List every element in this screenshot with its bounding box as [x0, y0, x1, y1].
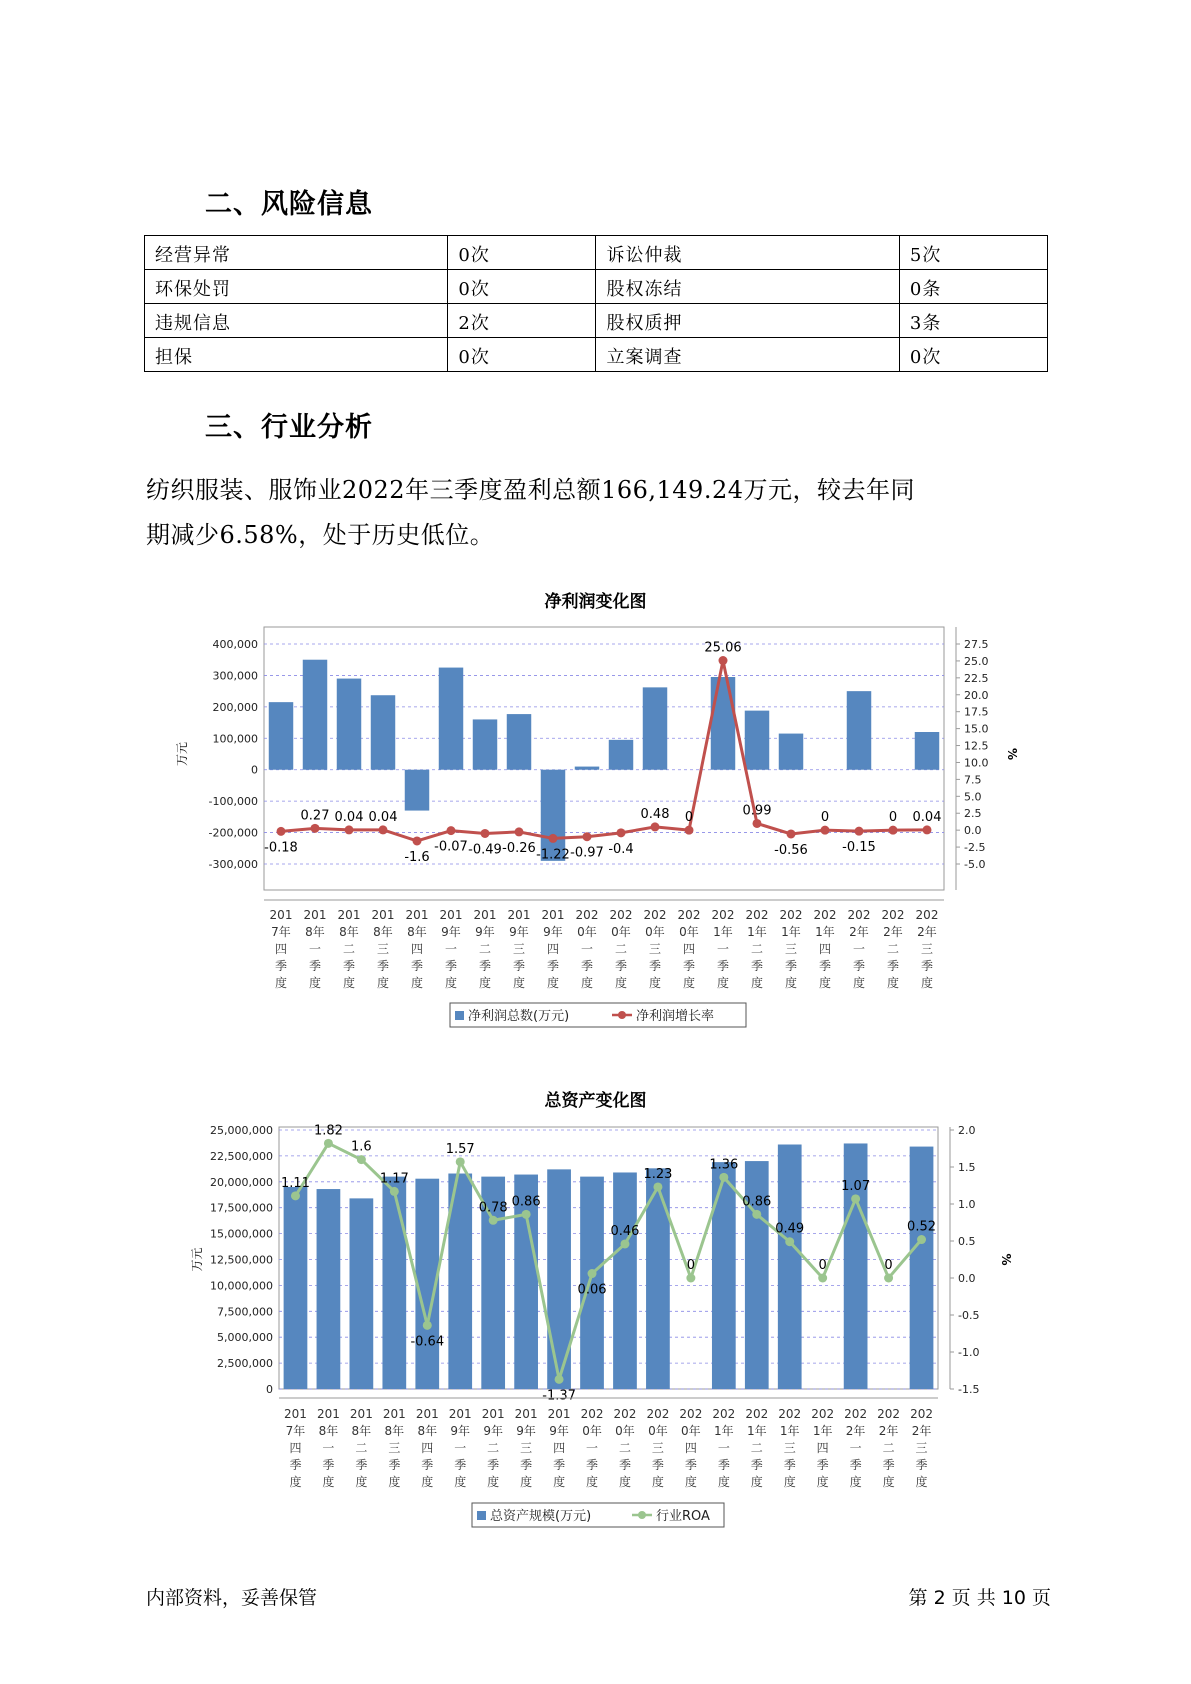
section-title-industry: 三、行业分析: [205, 412, 373, 443]
legend-bar-label: 总资产规模(万元): [490, 1509, 592, 1524]
data-label: 0.86: [511, 1194, 541, 1210]
x-tick-label: 202 2年三季度: [915, 908, 939, 990]
y-left-tick-label: 12,500,000: [210, 1253, 273, 1267]
risk-item-value: 0次: [448, 270, 596, 304]
x-tick-label: 202 0年一季度: [580, 1407, 604, 1489]
x-tick-label: 201 8年四季度: [415, 1407, 439, 1489]
chart-title-net-profit: 净利润变化图: [544, 592, 647, 612]
industry-paragraph-line2: 期减少6.58%，处于历史低位。: [146, 521, 495, 549]
data-label: 0.52: [907, 1219, 937, 1235]
data-label: 0.06: [577, 1282, 607, 1298]
x-tick-label: 202 2年一季度: [847, 908, 871, 990]
x-tick-label: 201 7年四季度: [269, 908, 293, 990]
bar-15: [778, 1145, 802, 1389]
x-tick-label: 201 9年三季度: [514, 1407, 538, 1489]
line-point-9: [588, 1269, 597, 1278]
chart-title-total-assets: 总资产变化图: [544, 1091, 647, 1111]
data-label: 0.27: [300, 808, 330, 824]
data-label: -1.22: [536, 847, 570, 863]
y-left-tick-label: 2,500,000: [217, 1357, 273, 1371]
line-point-4: [423, 1321, 432, 1330]
y-right-tick-label: 1.5: [958, 1161, 976, 1174]
data-label: 0.78: [478, 1200, 508, 1216]
line-point-12: [686, 1274, 695, 1283]
x-tick-label: 202 1年四季度: [811, 1407, 835, 1489]
line-point-1: [324, 1139, 333, 1148]
footer-confidential: 内部资料，妥善保管: [146, 1587, 318, 1609]
x-tick-label: 202 2年一季度: [844, 1407, 868, 1489]
x-tick-label: 202 1年一季度: [711, 908, 735, 990]
y-right-tick-label: -2.5: [964, 841, 986, 855]
x-tick-label: 201 8年三季度: [371, 908, 395, 990]
risk-item-value: 3条: [899, 304, 1047, 338]
y-left-tick-label: -300,000: [208, 858, 258, 871]
line-point-6: [489, 1216, 498, 1225]
x-tick-label: 201 9年三季度: [507, 908, 531, 990]
data-label: 0.99: [742, 803, 772, 819]
risk-item-label: 担保: [145, 338, 448, 372]
y-right-tick-label: 27.5: [964, 638, 989, 651]
data-label: -0.4: [608, 841, 634, 857]
risk-item-value: 5次: [899, 236, 1047, 270]
y-left-tick-label: 100,000: [212, 732, 258, 746]
bar-0: [284, 1187, 308, 1389]
data-label: -0.18: [264, 840, 298, 856]
risk-item-value: 0条: [899, 270, 1047, 304]
y-left-tick-label: 15,000,000: [210, 1227, 273, 1241]
data-label: 0.04: [912, 809, 942, 825]
y-left-tick-label: 22,500,000: [210, 1149, 273, 1163]
data-label: -0.15: [842, 840, 876, 856]
x-tick-label: 201 8年二季度: [349, 1407, 373, 1489]
y-right-tick-label: 0.0: [964, 824, 982, 838]
line-point-5: [456, 1157, 465, 1166]
y-right-tick-label: 2.0: [958, 1124, 976, 1137]
data-label: -0.64: [410, 1334, 445, 1350]
industry-paragraph-line1: 纺织服装、服饰业2022年三季度盈利总额166,149.24万元，较去年同: [146, 476, 915, 504]
x-tick-label: 202 1年三季度: [779, 908, 803, 990]
line-point-13: [719, 1173, 728, 1182]
line-point-15: [785, 1237, 794, 1246]
data-label: 1.07: [841, 1178, 871, 1194]
data-label: 0: [686, 1258, 696, 1273]
x-tick-label: 202 0年二季度: [613, 1407, 637, 1489]
x-tick-label: 201 9年四季度: [547, 1407, 571, 1489]
y-left-tick-label: -200,000: [208, 826, 258, 840]
y-right-tick-label: -1.0: [958, 1346, 980, 1359]
y-right-tick-label: 5.0: [964, 790, 982, 804]
data-label: -0.97: [570, 845, 604, 861]
bar-13: [712, 1162, 736, 1389]
y-left-axis-label: 万元: [190, 1247, 204, 1272]
data-label: 0.49: [775, 1221, 805, 1237]
line-point-8: [555, 1375, 564, 1384]
legend-line-marker: [638, 1511, 646, 1519]
y-left-tick-label: 20,000,000: [210, 1175, 273, 1189]
line-point-16: [818, 1274, 827, 1283]
y-right-tick-label: 0.5: [958, 1235, 976, 1248]
x-tick-label: 202 1年一季度: [712, 1407, 736, 1489]
risk-item-label: 诉讼仲裁: [596, 236, 899, 270]
x-tick-label: 202 0年三季度: [646, 1407, 670, 1489]
data-label: 0: [820, 810, 830, 826]
x-tick-label: 201 8年一季度: [316, 1407, 340, 1489]
y-right-tick-label: -0.5: [958, 1309, 980, 1322]
line-point-3: [390, 1187, 399, 1196]
bar-3: [382, 1177, 406, 1389]
data-label: 1.57: [445, 1141, 475, 1157]
y-left-tick-label: 25,000,000: [210, 1124, 273, 1137]
line-point-2: [357, 1155, 366, 1164]
x-tick-label: 202 2年三季度: [910, 1407, 933, 1489]
y-right-tick-label: -1.5: [958, 1383, 980, 1396]
legend-line-label: 净利润增长率: [636, 1009, 715, 1024]
x-tick-label: 202 1年二季度: [745, 908, 769, 990]
y-left-axis-label: 万元: [175, 741, 189, 767]
y-left-tick-label: 0: [251, 763, 258, 777]
y-right-tick-label: 2.5: [964, 807, 982, 821]
data-label: 0.86: [742, 1194, 772, 1210]
bar-2: [350, 1198, 374, 1389]
risk-item-label: 股权质押: [596, 304, 899, 338]
y-right-tick-label: 1.0: [958, 1198, 976, 1211]
y-left-tick-label: 5,000,000: [217, 1331, 273, 1345]
legend-line-label: 行业ROA: [656, 1509, 710, 1524]
x-tick-label: 202 1年三季度: [778, 1407, 802, 1489]
data-label: 25.06: [704, 640, 742, 656]
y-right-tick-label: 10.0: [964, 756, 989, 770]
y-left-tick-label: 0: [266, 1383, 273, 1396]
line-point-10: [620, 1239, 629, 1248]
y-left-tick-label: -100,000: [208, 795, 258, 809]
x-tick-label: 201 8年一季度: [303, 908, 327, 990]
y-right-tick-label: 22.5: [964, 671, 989, 685]
y-left-tick-label: 300,000: [212, 669, 258, 683]
y-left-tick-label: 7,500,000: [217, 1305, 273, 1319]
risk-item-value: 0次: [448, 236, 596, 270]
y-right-axis-label: %: [999, 1253, 1013, 1266]
x-tick-label: 201 9年二季度: [481, 1407, 505, 1489]
data-label: 1.11: [280, 1175, 310, 1191]
data-label: 0.48: [640, 806, 670, 822]
data-label: 0: [888, 810, 898, 826]
data-label: 0: [684, 810, 694, 826]
x-tick-label: 201 9年四季度: [541, 908, 565, 990]
line-point-7: [522, 1210, 531, 1219]
bar-10: [613, 1172, 637, 1389]
line-point-17: [851, 1194, 860, 1203]
x-tick-label: 201 8年二季度: [337, 908, 361, 990]
x-tick-label: 202 1年四季度: [813, 908, 837, 990]
y-right-tick-label: -5.0: [964, 858, 986, 871]
data-label: -0.49: [468, 842, 502, 858]
line-point-0: [291, 1191, 300, 1200]
bar-1: [317, 1189, 341, 1389]
y-left-tick-label: 17,500,000: [210, 1201, 273, 1215]
y-right-axis-label: %: [1005, 747, 1019, 761]
footer-page-number: 第 2 页 共 10 页: [908, 1587, 1051, 1609]
x-tick-label: 201 9年一季度: [439, 908, 463, 990]
data-label: 1.17: [379, 1171, 409, 1187]
x-tick-label: 202 0年二季度: [609, 908, 633, 990]
line-point-18: [884, 1274, 893, 1283]
x-tick-label: 202 0年四季度: [679, 1407, 703, 1489]
x-tick-label: 201 7年四季度: [284, 1407, 307, 1489]
data-label: 0: [884, 1258, 893, 1273]
risk-item-label: 股权冻结: [596, 270, 899, 304]
x-tick-label: 201 8年四季度: [405, 908, 429, 990]
risk-item-label: 违规信息: [145, 304, 448, 338]
data-label: -0.56: [774, 842, 808, 858]
risk-item-value: 2次: [448, 304, 596, 338]
y-right-tick-label: 25.0: [964, 654, 989, 668]
data-label: 0.04: [368, 809, 398, 825]
x-tick-label: 202 0年四季度: [677, 908, 701, 990]
data-label: 1.36: [709, 1157, 739, 1173]
line-point-11: [653, 1182, 662, 1191]
risk-item-value: 0次: [448, 338, 596, 372]
data-label: -0.07: [434, 839, 468, 855]
y-left-tick-label: 200,000: [212, 700, 258, 714]
risk-item-label: 立案调查: [596, 338, 899, 372]
risk-item-label: 环保处罚: [145, 270, 448, 304]
data-label: 0.04: [334, 809, 364, 825]
data-label: -1.37: [542, 1388, 576, 1404]
data-label: 1.82: [313, 1123, 343, 1139]
y-left-tick-label: 400,000: [212, 638, 258, 651]
y-left-tick-label: 10,000,000: [210, 1279, 273, 1293]
line-point-19: [917, 1235, 926, 1244]
y-right-tick-label: 7.5: [964, 773, 982, 787]
x-tick-label: 202 0年三季度: [643, 908, 667, 990]
section-title-risk: 二、风险信息: [205, 189, 373, 220]
y-right-tick-label: 15.0: [964, 722, 989, 736]
x-tick-label: 202 2年二季度: [881, 908, 905, 990]
y-right-tick-label: 12.5: [964, 739, 989, 753]
y-right-tick-label: 0.0: [958, 1272, 976, 1285]
data-label: -1.6: [404, 849, 430, 865]
x-tick-label: 202 1年二季度: [745, 1407, 769, 1489]
data-label: -0.26: [502, 840, 536, 856]
line-point-14: [752, 1210, 761, 1219]
x-tick-label: 201 9年二季度: [473, 908, 497, 990]
data-label: 1.23: [643, 1166, 673, 1182]
legend-bar-swatch: [477, 1511, 486, 1520]
x-tick-label: 202 2年二季度: [877, 1407, 901, 1489]
y-right-tick-label: 20.0: [964, 688, 989, 702]
risk-item-label: 经营异常: [145, 236, 448, 270]
y-right-tick-label: 17.5: [964, 705, 989, 719]
legend-bar-label: 净利润总数(万元): [468, 1009, 570, 1024]
data-label: 0.46: [610, 1223, 640, 1239]
risk-item-value: 0次: [899, 338, 1047, 372]
bar-19: [910, 1147, 934, 1389]
x-tick-label: 201 9年一季度: [448, 1407, 472, 1489]
data-label: 1.6: [351, 1139, 372, 1155]
x-tick-label: 201 8年三季度: [382, 1407, 406, 1489]
x-tick-label: 202 0年一季度: [575, 908, 599, 990]
data-label: 0: [818, 1258, 827, 1273]
